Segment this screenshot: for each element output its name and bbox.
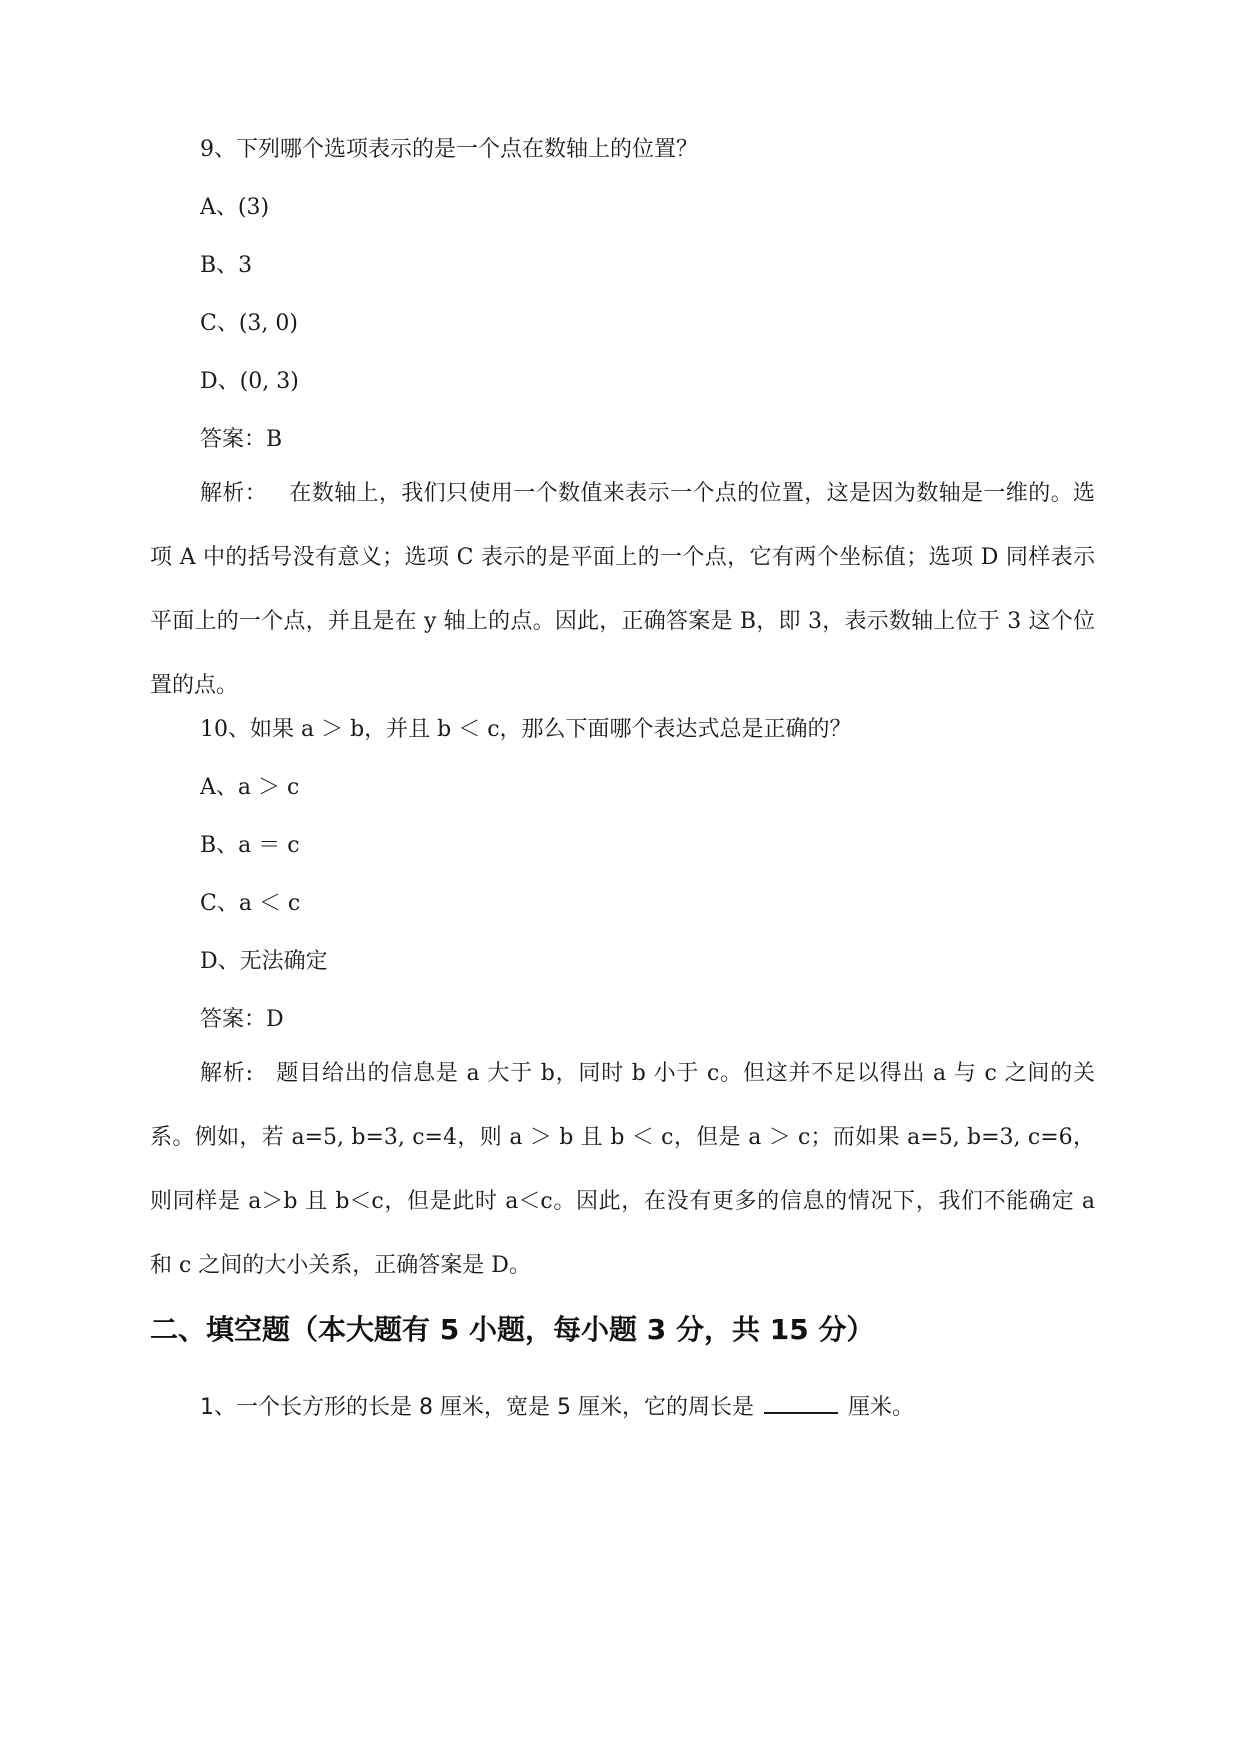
q9-analysis-text: 在数轴上，我们只使用一个数值来表示一个点的位置，这是因为数轴是一维的。选项 A 中的括号没有意义；选项 C 表示的是平面上的一个点，它有两个坐标值；选项 D 同样表示平面上的一个点，并且是在 y 轴上的点。因此，正确答案是 B，即 3，表示数轴上位于 3 这个位置的点。 [150, 481, 1095, 698]
q9-option-b: B、3 [200, 253, 253, 278]
q9-question: 9、下列哪个选项表示的是一个点在数轴上的位置？ [200, 137, 698, 162]
q9-answer: 答案：B [200, 427, 283, 452]
q9-option-a: A、(3) [200, 195, 270, 220]
q10-analysis [150, 1042, 1095, 1298]
fill-question-1-prefix: 1、一个长方形的长是 8 厘米，宽是 5 厘米，它的周长是 [200, 1395, 754, 1420]
answer-blank[interactable] [764, 1392, 838, 1414]
q10-question: 10、如果 a ＞ b，并且 b ＜ c，那么下面哪个表达式总是正确的？ [200, 717, 852, 742]
q10-answer: 答案：D [200, 1007, 284, 1032]
q9-option-d: D、(0, 3) [200, 369, 299, 394]
q10-option-a: A、a ＞ c [200, 775, 300, 800]
q10-analysis-label: 解析: [200, 1061, 253, 1086]
section-heading: 二、填空题（本大题有 5 小题，每小题 3 分，共 15 分） [150, 1313, 875, 1346]
q9-analysis-label: 解析： [200, 481, 268, 506]
q10-option-d: D、无法确定 [200, 949, 328, 974]
q10-option-b: B、a ＝ c [200, 833, 300, 858]
q10-analysis-text: 题目给出的信息是 a 大于 b，同时 b 小于 c。但这并不足以得出 a 与 c 之间的关系。例如，若 a=5, b=3, c=4，则 a ＞ b 且 b ＜ c，但是 a ＞ c；而如果 a=5, b=3, c=6，则同样是 a＞b 且 b＜c，但是此时 a＜c。因此，在没有更多的信息的情况下，我们不能确定 a 和 c 之间的大小关系，正确答案是 D。 [150, 1061, 1095, 1278]
fill-question-1-suffix: 厘米。 [847, 1395, 914, 1420]
fill-question-1 [200, 1392, 914, 1422]
q9-analysis [150, 462, 1095, 718]
q10-option-c: C、a ＜ c [200, 891, 301, 916]
q9-option-c: C、(3, 0) [200, 311, 298, 336]
